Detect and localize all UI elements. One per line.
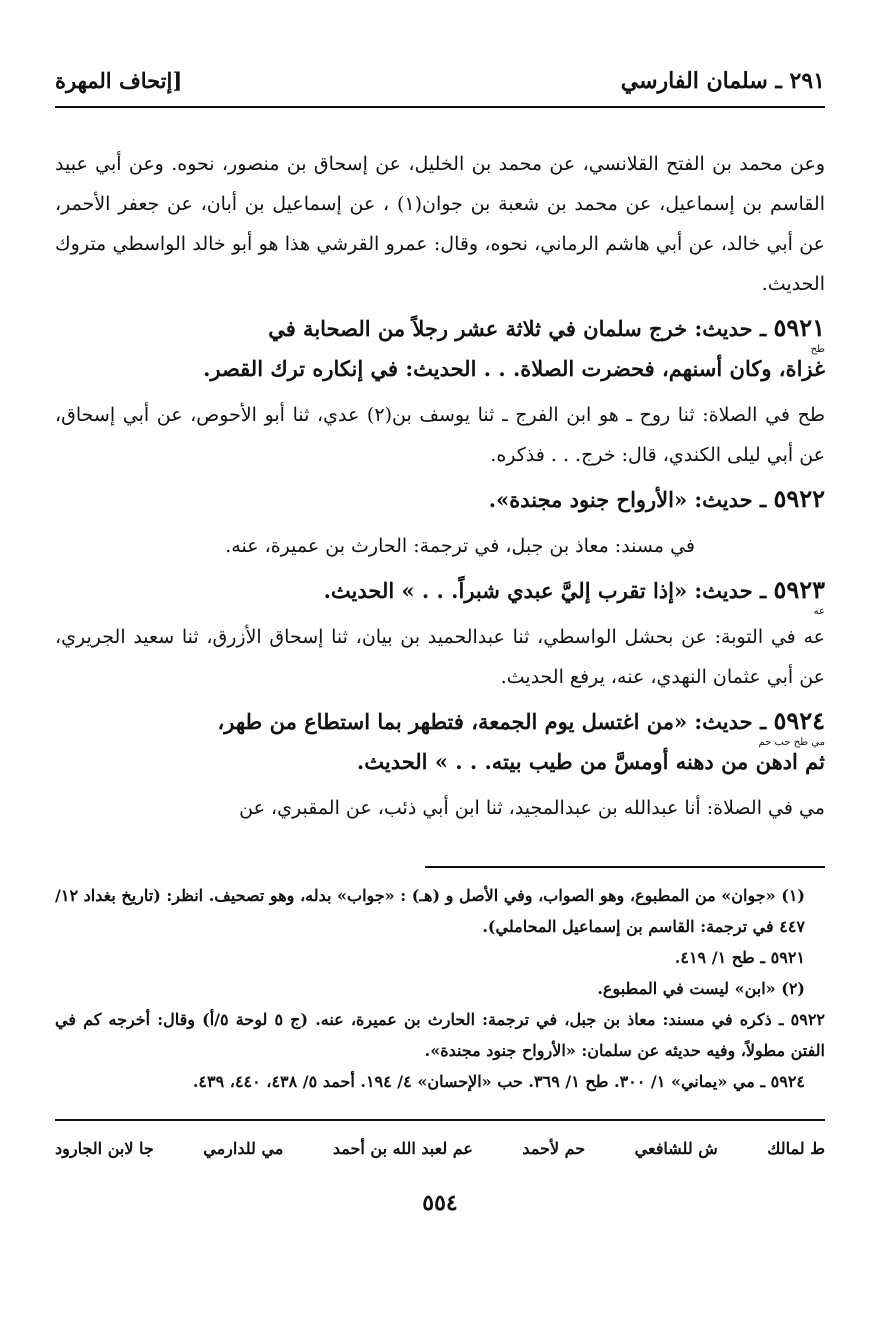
hadith-heading: ـ حديث: «إذا تقرب إليَّ عبدي شبراً. . . » الحديث. <box>323 578 767 603</box>
margin-siglum: طح <box>810 344 825 355</box>
paragraph: طح في الصلاة: ثنا روح ـ هو ابن الفرج ـ ثنا يوسف بن(٢) عدي، ثنا أبو الأحوص، عن أبي إسحاق، عن أبي ليلى الكندي، قال: خرج. . . فذكره. <box>55 404 825 466</box>
abbreviations-key <box>55 1139 825 1158</box>
header-book-title: [إتحاف المهرة <box>55 68 183 93</box>
abbreviations-rule <box>55 1119 825 1121</box>
abbreviation: حم لأحمد <box>522 1139 586 1158</box>
hadith-5923 <box>55 570 825 617</box>
header-rule <box>55 106 825 108</box>
hadith-number: ٥٩٢١ <box>773 313 825 342</box>
abbreviation: جا لابن الجارود <box>55 1139 154 1158</box>
hadith-number: ٥٩٢٢ <box>773 484 825 513</box>
hadith-heading: ـ حديث: «الأرواح جنود مجندة». <box>488 487 767 512</box>
paragraph: مي في الصلاة: أنا عبدالله بن عبدالمجيد، ثنا ابن أبي ذئب، عن المقبري، عن <box>239 797 825 819</box>
abbreviation: مي للدارمي <box>203 1139 284 1158</box>
header-chapter-title: ٢٩١ ـ سلمان الفارسي <box>620 68 825 94</box>
footnote: ٥٩٢٤ ـ مي «يماني» ١/ ٣٠٠. طح ١/ ٣٦٩. حب «الإحسان» ٤/ ١٩٤. أحمد ٥/ ٤٣٨، ٤٤٠، ٤٣٩. <box>192 1072 805 1091</box>
abbreviation: عم لعبد الله بن أحمد <box>332 1139 473 1158</box>
hadith-5922 <box>55 479 825 520</box>
footnote: (٢) «ابن» ليست في المطبوع. <box>597 979 805 998</box>
footnotes <box>55 880 825 1097</box>
hadith-heading: ـ حديث: «من اغتسل يوم الجمعة، فتطهر بما استطاع من طهر، <box>217 709 767 734</box>
hadith-heading-continued: ثم ادهن من دهنه أومسَّ من طيب بيته. . . » الحديث. <box>356 749 825 774</box>
page-number: ٥٥٤ <box>422 1190 458 1216</box>
margin-siglum: مي طح حب حم <box>758 737 825 748</box>
hadith-number: ٥٩٢٣ <box>773 575 825 604</box>
footnote: ٥٩٢١ ـ طح ١/ ٤١٩. <box>674 948 805 967</box>
hadith-number: ٥٩٢٤ <box>773 706 825 735</box>
running-header <box>55 60 825 106</box>
paragraph: عه في التوبة: عن بحشل الواسطي، ثنا عبدالحميد بن بيان، ثنا إسحاق الأزرق، ثنا سعيد الجريري، عن أبي عثمان النهدي، عنه، يرفع الحديث. <box>55 626 825 688</box>
footnote: (١) «جوان» من المطبوع، وهو الصواب، وفي الأصل و (هـ) : «جواب» بدله، وهو تصحيف. انظر: (تاريخ بغداد ١٢/ ٤٤٧ في ترجمة: القاسم بن إسماعيل المحاملي). <box>55 886 805 936</box>
paragraph: في مسند: معاذ بن جبل، في ترجمة: الحارث بن عميرة، عنه. <box>225 535 695 557</box>
footnote-separator <box>425 866 825 868</box>
hadith-heading: ـ حديث: خرج سلمان في ثلاثة عشر رجلاً من الصحابة في <box>268 316 767 341</box>
margin-siglum: عه <box>813 606 825 617</box>
book-page <box>55 60 825 1216</box>
paragraph: وعن محمد بن الفتح القلانسي، عن محمد بن الخليل، عن إسحاق بن منصور، نحوه. وعن أبي عبيد القاسم بن إسماعيل، عن محمد بن شعبة بن جوان(١) ، عن إسماعيل بن أبان، عن جعفر الأحمر، عن أبي خالد، عن أبي هاشم الرماني، نحوه، وقال: عمرو القرشي هذا هو أبو خالد الواسطي متروك الحديث. <box>55 153 825 295</box>
abbreviation: ط لمالك <box>767 1139 825 1158</box>
hadith-5924 <box>55 701 825 782</box>
footnote: ٥٩٢٢ ـ ذكره في مسند: معاذ بن جبل، في ترجمة: الحارث بن عميرة، عنه. (ج ٥ لوحة ٥/أ) وقال: أخرجه كم في الفتن مطولاً، وفيه حديثه عن سلمان: «الأرواح جنود مجندة». <box>55 1010 826 1060</box>
main-text <box>55 144 825 828</box>
hadith-heading-continued: غزاة، وكان أسنهم، فحضرت الصلاة. . . الحديث: في إنكاره ترك القصر. <box>203 356 825 381</box>
hadith-5921 <box>55 308 825 389</box>
abbreviation: ش للشافعي <box>634 1139 718 1158</box>
